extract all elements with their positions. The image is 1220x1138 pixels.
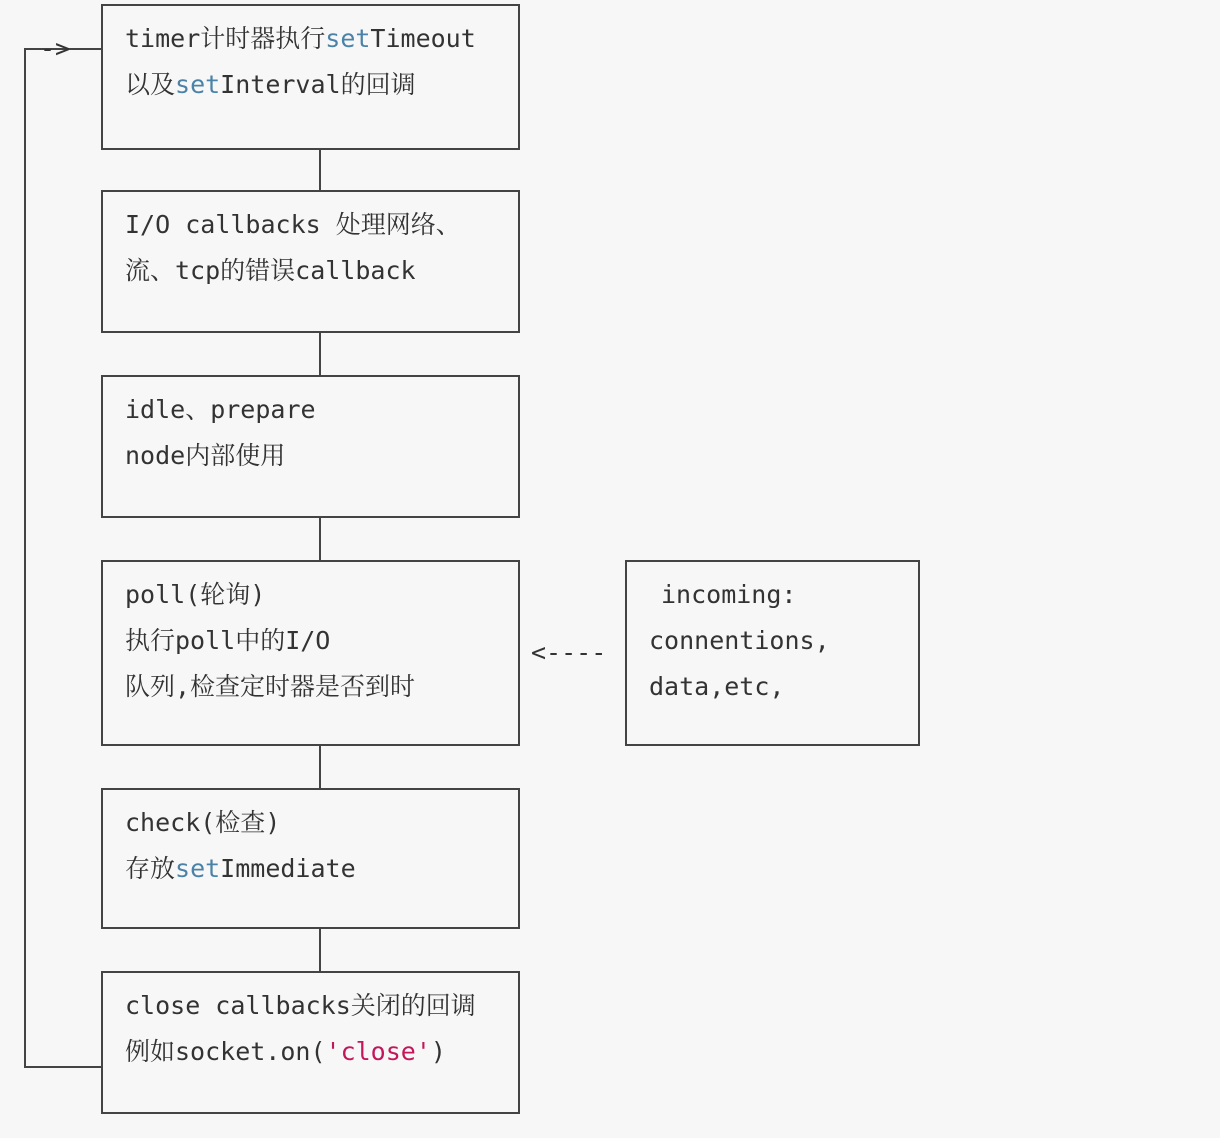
phase-line: idle、prepare — [125, 395, 316, 424]
incoming-line: incoming: — [661, 580, 797, 609]
phase-box-io-callbacks — [101, 190, 520, 333]
phase-line: 例如socket.on('close') — [125, 1037, 446, 1066]
incoming-line: data,etc, — [649, 672, 785, 701]
phase-line: timer计时器执行setTimeout — [125, 24, 476, 53]
phase-line: 执行poll中的I/O — [125, 626, 331, 655]
connector-timers-to-io — [319, 150, 321, 190]
connector-poll-to-check — [319, 746, 321, 788]
phase-box-idle-prepare — [101, 375, 520, 518]
phase-box-check — [101, 788, 520, 929]
loop-arrow-head-icon: -> — [40, 34, 71, 63]
incoming-line: connentions, — [649, 626, 830, 655]
phase-line: I/O callbacks 处理网络、 — [125, 210, 461, 239]
phase-box-close-callbacks — [101, 971, 520, 1114]
phase-box-timers — [101, 4, 520, 150]
connector-check-to-close — [319, 929, 321, 971]
phase-line: 流、tcp的错误callback — [125, 256, 416, 285]
phase-box-poll — [101, 560, 520, 746]
phase-line: close callbacks关闭的回调 — [125, 991, 476, 1020]
phase-line: 队列,检查定时器是否到时 — [125, 672, 416, 701]
phase-line: 存放setImmediate — [125, 854, 356, 883]
phase-line: 以及setInterval的回调 — [125, 70, 416, 99]
connector-io-to-idle — [319, 333, 321, 375]
phase-line: node内部使用 — [125, 441, 286, 470]
phase-line: check(检查) — [125, 808, 281, 837]
incoming-box — [625, 560, 920, 746]
event-loop-arrow — [24, 48, 106, 1068]
connector-idle-to-poll — [319, 518, 321, 560]
incoming-to-poll-arrow-icon: <---- — [531, 638, 607, 667]
phase-line: poll(轮询) — [125, 580, 266, 609]
